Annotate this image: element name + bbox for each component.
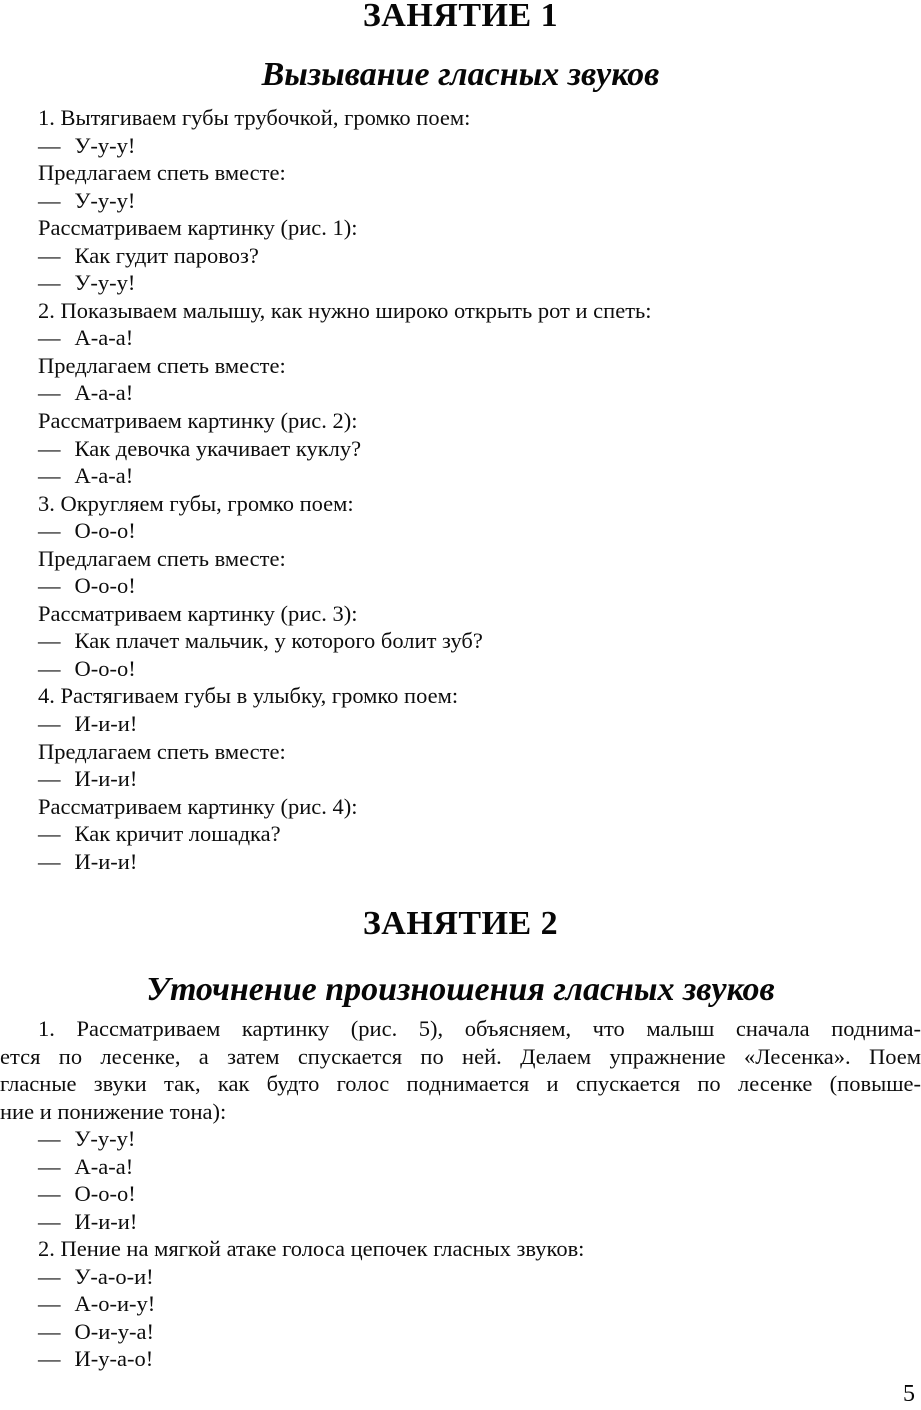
dialogue-text: У-у-у! [74, 187, 136, 213]
text-line: Предлагаем спеть вместе: [38, 352, 286, 378]
dialogue-line [0, 324, 921, 352]
dialogue-line [0, 1125, 921, 1153]
dialogue-line [0, 820, 921, 848]
text-line: Рассматриваем картинку (рис. 2): [38, 408, 358, 434]
em-dash: — [38, 573, 61, 599]
dialogue-text: У-а-о-и! [74, 1263, 154, 1289]
dialogue-text: А-о-и-у! [74, 1291, 156, 1317]
text-line: Предлагаем спеть вместе: [38, 160, 286, 186]
dialogue-text: А-а-а! [74, 463, 134, 489]
em-dash: — [38, 1153, 61, 1179]
text-line: 2. Пение на мягкой атаке голоса цепочек гласных звуков: [38, 1236, 585, 1262]
dialogue-line [0, 765, 921, 793]
paragraph-line: 1. Рассматриваем картинку (рис. 5), объясняем, что малыш сначала поднима- [38, 1016, 921, 1041]
em-dash: — [38, 821, 61, 847]
lesson-2-lines [0, 1125, 921, 1373]
text-line: 3. Округляем губы, громко поем: [38, 490, 354, 516]
dialogue-text: У-у-у! [74, 132, 136, 158]
dialogue-line [0, 1153, 921, 1181]
text-line: Рассматриваем картинку (рис. 3): [38, 600, 358, 626]
lesson-1-lines [0, 104, 921, 875]
em-dash: — [38, 1126, 61, 1151]
dialogue-text: О-о-о! [74, 655, 136, 681]
lesson-2-subtitle: Уточнение произношения гласных звуков [146, 971, 775, 1008]
em-dash: — [38, 1263, 61, 1289]
dialogue-text: И-и-и! [74, 1208, 138, 1234]
text-line: Рассматриваем картинку (рис. 1): [38, 215, 358, 241]
dialogue-text: А-а-а! [74, 380, 134, 406]
dialogue-line [0, 242, 921, 270]
dialogue-text: А-а-а! [74, 325, 134, 351]
em-dash: — [38, 270, 61, 296]
dialogue-text: Как девочка укачивает куклу? [74, 435, 362, 461]
text-line: 2. Показываем малышу, как нужно широко открыть рот и спеть: [38, 297, 652, 323]
dialogue-line [0, 1208, 921, 1236]
em-dash: — [38, 463, 61, 489]
dialogue-text: А-а-а! [74, 1153, 134, 1179]
text-line: 1. Вытягиваем губы трубочкой, громко поем: [38, 105, 471, 130]
dialogue-line [0, 572, 921, 600]
dialogue-line [0, 1318, 921, 1346]
em-dash: — [38, 187, 61, 213]
text-line: Предлагаем спеть вместе: [38, 545, 286, 571]
dialogue-line [0, 1180, 921, 1208]
dialogue-line [0, 132, 921, 160]
lesson-2-paragraph [0, 1015, 921, 1125]
dialogue-line [0, 269, 921, 297]
em-dash: — [38, 711, 61, 737]
dialogue-text: О-и-у-а! [74, 1318, 154, 1344]
em-dash: — [38, 1291, 61, 1317]
dialogue-text: О-о-о! [74, 518, 136, 544]
text-line: 4. Растягиваем губы в улыбку, громко поем: [38, 683, 459, 709]
dialogue-line [0, 187, 921, 215]
em-dash: — [38, 435, 61, 461]
dialogue-line [0, 627, 921, 655]
paragraph-line: ется по лесенке, а затем спускается по ней. Делаем упражнение «Лесенка». Поем [0, 1043, 921, 1069]
page-number: 5 [903, 1381, 915, 1407]
text-line: Рассматриваем картинку (рис. 4): [38, 793, 358, 819]
dialogue-line [0, 655, 921, 683]
text-line: Предлагаем спеть вместе: [38, 738, 286, 764]
em-dash: — [38, 1208, 61, 1234]
dialogue-text: У-у-у! [74, 270, 136, 296]
dialogue-text: Как плачет мальчик, у которого болит зуб? [74, 628, 483, 654]
paragraph-line: гласные звуки так, как будто голос поднимается и спускается по лесенке (повыше- [0, 1071, 921, 1097]
lesson-1-title: ЗАНЯТИЕ 1 [362, 0, 559, 34]
paragraph-line: ние и понижение тона): [0, 1098, 227, 1124]
dialogue-line [0, 710, 921, 738]
dialogue-text: И-и-и! [74, 848, 138, 874]
lesson-1-subtitle: Вызывание гласных звуков [261, 56, 660, 93]
em-dash: — [38, 380, 61, 406]
em-dash: — [38, 848, 61, 874]
dialogue-line [0, 1290, 921, 1318]
dialogue-text: И-у-а-о! [74, 1346, 154, 1372]
dialogue-text: О-о-о! [74, 573, 136, 599]
dialogue-text: У-у-у! [74, 1126, 136, 1151]
em-dash: — [38, 242, 61, 268]
em-dash: — [38, 325, 61, 351]
em-dash: — [38, 1181, 61, 1207]
em-dash: — [38, 655, 61, 681]
dialogue-line [0, 1263, 921, 1291]
dialogue-text: И-и-и! [74, 711, 138, 737]
em-dash: — [38, 1318, 61, 1344]
dialogue-text: Как кричит лошадка? [74, 821, 281, 847]
dialogue-line [0, 848, 921, 876]
em-dash: — [38, 132, 61, 158]
em-dash: — [38, 766, 61, 792]
dialogue-line [0, 435, 921, 463]
dialogue-text: Как гудит паровоз? [74, 242, 259, 268]
dialogue-text: И-и-и! [74, 766, 138, 792]
lesson-2-title: ЗАНЯТИЕ 2 [362, 905, 559, 942]
dialogue-line [0, 1345, 921, 1373]
em-dash: — [38, 1346, 61, 1372]
em-dash: — [38, 628, 61, 654]
dialogue-text: О-о-о! [74, 1181, 136, 1207]
em-dash: — [38, 518, 61, 544]
dialogue-line [0, 517, 921, 545]
dialogue-line [0, 462, 921, 490]
dialogue-line [0, 379, 921, 407]
